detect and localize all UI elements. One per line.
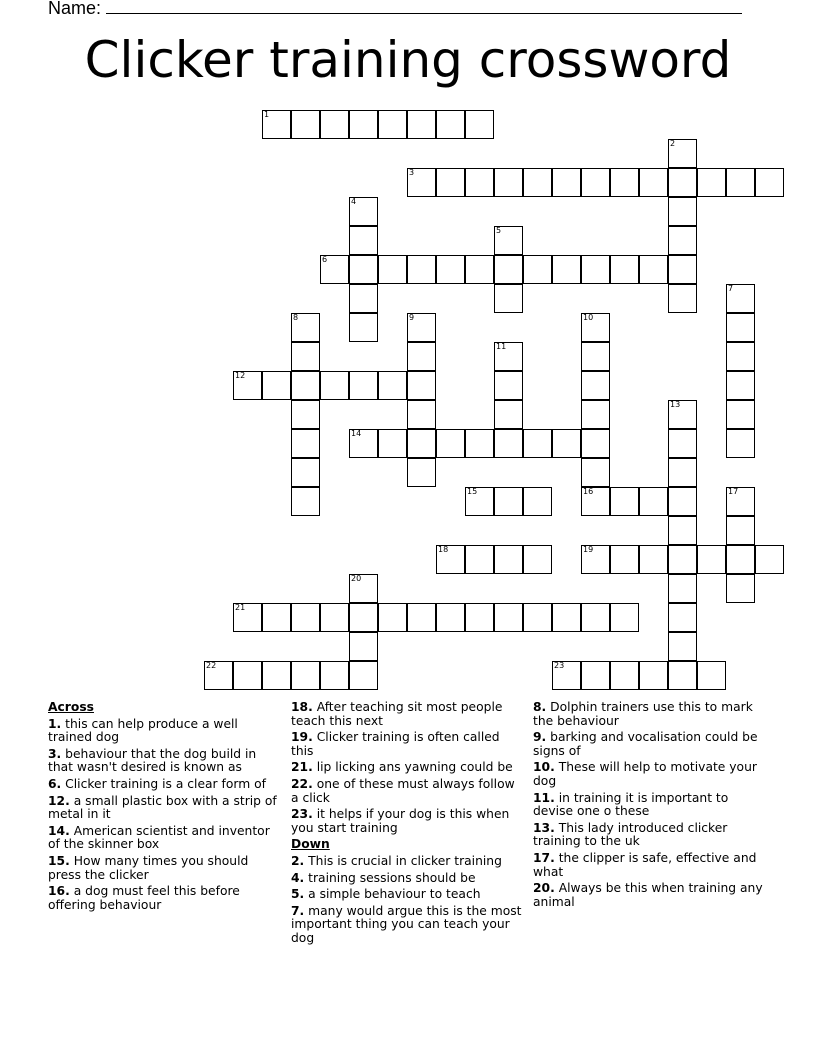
crossword-cell[interactable]	[610, 545, 639, 574]
crossword-cell[interactable]	[349, 255, 378, 284]
clue-number: 6.	[48, 776, 62, 791]
clue-down-5	[291, 888, 523, 902]
clue-across-23	[291, 808, 523, 835]
crossword-cell[interactable]	[581, 342, 610, 371]
crossword-cell[interactable]	[581, 400, 610, 429]
clue-number: 14.	[48, 823, 70, 838]
crossword-cell[interactable]	[639, 661, 668, 690]
clue-down-10	[533, 761, 769, 788]
clue-across-18	[291, 701, 523, 728]
crossword-cell[interactable]	[407, 603, 436, 632]
crossword-cell[interactable]	[349, 661, 378, 690]
clue-text: this can help produce a well trained dog	[48, 716, 238, 745]
crossword-cell[interactable]	[726, 313, 755, 342]
clue-number: 1.	[48, 716, 62, 731]
clue-number-label: 3	[409, 168, 415, 177]
clue-text: it helps if your dog is this when you start training	[291, 807, 510, 835]
clue-text: behaviour that the dog build in that wasn't desired is known as	[48, 746, 257, 775]
crossword-cell[interactable]	[291, 458, 320, 487]
crossword-cell[interactable]	[262, 661, 291, 690]
clue-number: 21.	[291, 760, 313, 775]
clue-number: 17.	[533, 850, 555, 865]
crossword-cell[interactable]	[523, 168, 552, 197]
crossword-cell[interactable]	[291, 603, 320, 632]
clue-text: a simple behaviour to teach	[308, 887, 481, 902]
crossword-cell[interactable]	[581, 661, 610, 690]
crossword-cell[interactable]	[494, 284, 523, 313]
crossword-cell[interactable]	[668, 429, 697, 458]
down-heading: Down	[291, 837, 330, 852]
clue-number-label: 4	[351, 197, 357, 206]
crossword-cell[interactable]	[726, 516, 755, 545]
crossword-cell[interactable]	[494, 255, 523, 284]
crossword-cell[interactable]	[726, 168, 755, 197]
crossword-cell[interactable]	[552, 255, 581, 284]
crossword-cell[interactable]	[610, 168, 639, 197]
crossword-cell[interactable]	[639, 255, 668, 284]
crossword-cell[interactable]	[523, 429, 552, 458]
crossword-cell[interactable]	[726, 429, 755, 458]
clue-across-22	[291, 778, 523, 805]
crossword-cell[interactable]	[639, 487, 668, 516]
clue-text: many would argue this is the most important thing you can teach your dog	[291, 903, 522, 945]
clue-down-8	[533, 701, 769, 728]
crossword-cell[interactable]	[407, 429, 436, 458]
crossword-cell[interactable]	[407, 342, 436, 371]
crossword-cell[interactable]	[349, 284, 378, 313]
clue-across-16	[48, 885, 280, 912]
crossword-cell[interactable]	[494, 603, 523, 632]
crossword-cell[interactable]	[581, 168, 610, 197]
crossword-cell[interactable]	[726, 342, 755, 371]
crossword-cell[interactable]	[697, 545, 726, 574]
clue-number: 23.	[291, 807, 313, 822]
clue-down-11	[533, 792, 769, 819]
crossword-cell[interactable]	[291, 371, 320, 400]
clue-number: 10.	[533, 760, 555, 775]
crossword-cell[interactable]	[668, 255, 697, 284]
crossword-cell[interactable]	[668, 603, 697, 632]
crossword-cell[interactable]	[291, 110, 320, 139]
crossword-cell[interactable]	[320, 110, 349, 139]
clue-across-3	[48, 748, 280, 775]
crossword-cell[interactable]	[610, 603, 639, 632]
crossword-cell[interactable]	[552, 429, 581, 458]
crossword-cell[interactable]	[581, 371, 610, 400]
crossword-cell[interactable]	[349, 313, 378, 342]
clue-across-1	[48, 718, 280, 745]
crossword-cell[interactable]	[668, 574, 697, 603]
clue-number-label: 11	[496, 342, 507, 351]
crossword-cell[interactable]	[610, 661, 639, 690]
crossword-cell[interactable]	[552, 603, 581, 632]
crossword-cell[interactable]	[726, 400, 755, 429]
crossword-cell[interactable]	[668, 197, 697, 226]
crossword-cell[interactable]	[262, 371, 291, 400]
clue-down-20	[533, 882, 769, 909]
clue-across-15	[48, 855, 280, 882]
crossword-cell[interactable]	[726, 545, 755, 574]
clue-number-label: 9	[409, 313, 415, 322]
crossword-cell[interactable]	[436, 110, 465, 139]
crossword-cell[interactable]	[465, 603, 494, 632]
crossword-cell[interactable]	[668, 168, 697, 197]
crossword-cell[interactable]	[436, 429, 465, 458]
clue-number-label: 20	[351, 574, 362, 583]
across-heading: Across	[48, 700, 94, 714]
crossword-cell[interactable]	[523, 545, 552, 574]
crossword-cell[interactable]	[668, 661, 697, 690]
clue-number-label: 22	[206, 661, 217, 670]
clue-text: a small plastic box with a strip of metal in it	[48, 793, 277, 822]
crossword-cell[interactable]	[581, 429, 610, 458]
crossword-cell[interactable]	[378, 255, 407, 284]
crossword-cell[interactable]	[320, 371, 349, 400]
name-label: Name:	[48, 0, 102, 18]
crossword-cell[interactable]	[494, 400, 523, 429]
clue-number: 13.	[533, 820, 555, 835]
crossword-cell[interactable]	[697, 661, 726, 690]
clue-text: This lady introduced clicker training to the uk	[533, 820, 728, 849]
clue-number: 19.	[291, 730, 313, 745]
crossword-cell[interactable]	[349, 632, 378, 661]
clue-text: in training it is important to devise one o these	[533, 790, 729, 819]
crossword-cell[interactable]	[494, 545, 523, 574]
crossword-cell[interactable]	[726, 371, 755, 400]
crossword-cell[interactable]	[465, 168, 494, 197]
clue-number-label: 2	[670, 139, 676, 148]
clue-across-14	[48, 825, 280, 852]
crossword-cell[interactable]	[407, 255, 436, 284]
clue-down-4	[291, 872, 523, 886]
crossword-cell[interactable]	[349, 226, 378, 255]
clue-number-label: 16	[583, 487, 594, 496]
clue-number: 3.	[48, 746, 62, 761]
clue-number-label: 15	[467, 487, 478, 496]
crossword-cell[interactable]	[465, 429, 494, 458]
clue-text: one of these must always follow a click	[291, 776, 515, 805]
clue-text: Dolphin trainers use this to mark the behaviour	[533, 700, 753, 728]
clue-text: After teaching sit most people teach this next	[291, 700, 503, 728]
clue-number-label: 12	[235, 371, 246, 380]
crossword-cell[interactable]	[436, 255, 465, 284]
crossword-cell[interactable]	[668, 516, 697, 545]
crossword-cell[interactable]	[378, 603, 407, 632]
clue-text: training sessions should be	[308, 870, 476, 885]
clue-number: 12.	[48, 793, 70, 808]
clue-down-7	[291, 905, 523, 946]
crossword-cell[interactable]	[639, 545, 668, 574]
crossword-cell[interactable]	[407, 110, 436, 139]
crossword-cell[interactable]	[552, 168, 581, 197]
crossword-cell[interactable]	[436, 168, 465, 197]
clue-number: 7.	[291, 903, 305, 918]
clue-number-label: 8	[293, 313, 299, 322]
clue-number-label: 23	[554, 661, 565, 670]
clue-across-12	[48, 795, 280, 822]
crossword-cell[interactable]	[291, 400, 320, 429]
crossword-cell[interactable]	[436, 603, 465, 632]
clues-column-2	[291, 701, 523, 949]
clue-number: 16.	[48, 884, 70, 899]
clue-number-label: 19	[583, 545, 594, 554]
crossword-cell[interactable]	[291, 487, 320, 516]
clue-text: a dog must feel this before offering behaviour	[48, 884, 240, 912]
clue-number-label: 6	[322, 255, 328, 264]
crossword-cell[interactable]	[726, 574, 755, 603]
crossword-cell[interactable]	[610, 487, 639, 516]
clue-text: the clipper is safe, effective and what	[533, 850, 757, 879]
clue-number: 18.	[291, 700, 313, 714]
crossword-cell[interactable]	[610, 255, 639, 284]
clue-number: 20.	[533, 881, 555, 896]
clue-across-21	[291, 761, 523, 775]
crossword-cell[interactable]	[378, 371, 407, 400]
crossword-cell[interactable]	[494, 168, 523, 197]
clue-text: Clicker training is often called this	[291, 730, 500, 758]
crossword-cell[interactable]	[668, 284, 697, 313]
crossword-cell[interactable]	[755, 168, 784, 197]
crossword-cell[interactable]	[581, 255, 610, 284]
crossword-cell[interactable]	[291, 342, 320, 371]
crossword-cell[interactable]	[668, 487, 697, 516]
clue-text: barking and vocalisation could be signs of	[533, 730, 758, 758]
crossword-cell[interactable]	[494, 487, 523, 516]
crossword-cell[interactable]	[581, 458, 610, 487]
clue-number-label: 5	[496, 226, 502, 235]
clue-text: lip licking ans yawning could be	[316, 760, 513, 775]
crossword-cell[interactable]	[465, 545, 494, 574]
crossword-cell[interactable]	[320, 661, 349, 690]
clue-text: These will help to motivate your dog	[533, 760, 757, 788]
crossword-cell[interactable]	[378, 110, 407, 139]
crossword-cell[interactable]	[320, 603, 349, 632]
clue-number-label: 10	[583, 313, 594, 322]
clue-number-label: 14	[351, 429, 362, 438]
crossword-cell[interactable]	[523, 487, 552, 516]
clue-number-label: 18	[438, 545, 449, 554]
clue-down-2	[291, 855, 523, 869]
clue-text: American scientist and inventor of the skinner box	[48, 823, 270, 852]
crossword-cell[interactable]	[349, 371, 378, 400]
clue-text: Clicker training is a clear form of	[65, 776, 266, 791]
crossword-cell[interactable]	[233, 661, 262, 690]
clue-number: 11.	[533, 790, 555, 805]
crossword-cell[interactable]	[668, 632, 697, 661]
crossword-cell[interactable]	[407, 400, 436, 429]
crossword-cell[interactable]	[523, 255, 552, 284]
crossword-cell[interactable]	[581, 603, 610, 632]
clue-number: 22.	[291, 776, 313, 791]
clue-number: 15.	[48, 853, 70, 868]
clue-across-19	[291, 731, 523, 758]
crossword-cell[interactable]	[755, 545, 784, 574]
clue-down-13	[533, 822, 769, 849]
clues-column-1	[48, 701, 280, 915]
crossword-cell[interactable]	[465, 110, 494, 139]
crossword-cell[interactable]	[494, 371, 523, 400]
crossword-cell[interactable]	[291, 661, 320, 690]
clue-number-label: 7	[728, 284, 734, 293]
crossword-cell[interactable]	[407, 371, 436, 400]
crossword-cell[interactable]	[465, 255, 494, 284]
clue-number: 5.	[291, 887, 305, 902]
crossword-cell[interactable]	[291, 429, 320, 458]
clue-number: 4.	[291, 870, 305, 885]
clue-across-6	[48, 778, 280, 792]
crossword-cell[interactable]	[668, 545, 697, 574]
clue-text: How many times you should press the clicker	[48, 853, 249, 882]
clue-number-label: 1	[264, 110, 270, 119]
crossword-cell[interactable]	[262, 603, 291, 632]
crossword-cell[interactable]	[349, 110, 378, 139]
crossword-cell[interactable]	[494, 429, 523, 458]
clue-text: Always be this when training any animal	[533, 881, 763, 909]
crossword-cell[interactable]	[668, 458, 697, 487]
crossword-cell[interactable]	[349, 603, 378, 632]
clue-number-label: 21	[235, 603, 246, 612]
clue-number-label: 17	[728, 487, 739, 496]
crossword-cell[interactable]	[697, 168, 726, 197]
clue-number: 9.	[533, 730, 547, 745]
clues-column-3	[533, 701, 769, 912]
clue-number: 2.	[291, 853, 305, 868]
clue-number-label: 13	[670, 400, 681, 409]
crossword-cell[interactable]	[668, 226, 697, 255]
crossword-cell[interactable]	[378, 429, 407, 458]
clue-number: 8.	[533, 700, 547, 714]
crossword-cell[interactable]	[639, 168, 668, 197]
crossword-cell[interactable]	[523, 603, 552, 632]
crossword-cell[interactable]	[407, 458, 436, 487]
clue-down-9	[533, 731, 769, 758]
clue-down-17	[533, 852, 769, 879]
page-title: Clicker training crossword	[84, 31, 732, 89]
clue-text: This is crucial in clicker training	[308, 853, 502, 868]
